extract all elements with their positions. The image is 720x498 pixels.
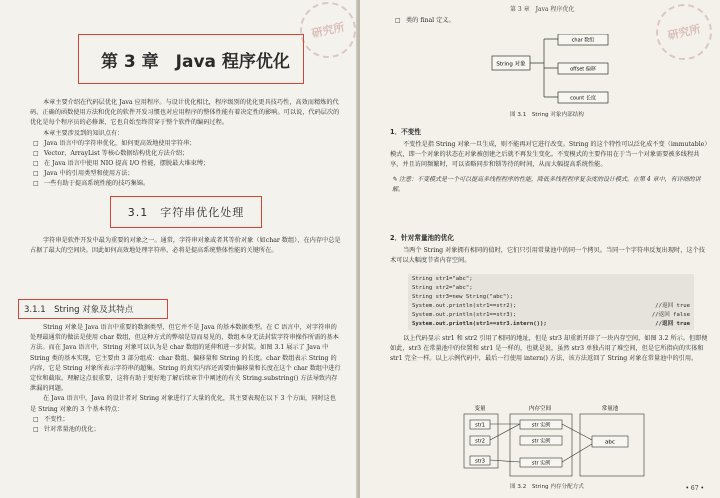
fig2-col-label: 常量池	[601, 406, 619, 412]
fig2-col-label: 变量	[474, 406, 486, 412]
explanation-section	[390, 334, 708, 365]
figure-caption: 图 3.1 String 对象内部结构	[510, 112, 584, 118]
topic-item: □ 在 Java 语言中使用 NIO 提高 I/O 性能，摆脱最大堆束缚；	[30, 159, 342, 169]
intro-paragraph: 本章主要介绍在代码层优化 Java 应用程序。与设计优化相比，程序级别的优化更具技巧性，高效而精炼的代码、正确的函数使用方法和优化的软件开发习惯也对应用程序的整体性能有着决定性的影响。可以说，代码层次的优化是每个程序员的必修课，它也自始至终贯穿于整个软件的编码过程。	[30, 99, 340, 127]
library-stamp: 研究所	[295, 0, 358, 63]
constant-pool-paragraph: 当两个 String 对象拥有相同的值时，它们只引用常量池中的同一个拷贝。当同一个字符串反复出现时，这个技术可以大幅度节省内存空间。	[390, 247, 705, 265]
code-line: System.out.println(str1==str3.intern()); //返回 true	[412, 321, 690, 327]
fig1-connectors	[530, 39, 558, 97]
code-line: System.out.println(str1==str2); //返回 true	[412, 303, 690, 309]
fig2-inst-label: str 实例	[531, 438, 551, 445]
code-line: String str1="abc";	[412, 276, 473, 282]
chapter-title: 第 3 章 Java 程序优化	[78, 34, 304, 84]
subsection-title: 3.1.1 String 对象及其特点	[18, 299, 168, 319]
fig1-center-label: String 对象	[496, 61, 526, 68]
topic-item: □ Vector、ArrayList 等核心数据结构优化方法介绍；	[30, 149, 342, 159]
feature-item: □ 针对常量池的优化；	[30, 425, 342, 435]
code-line: System.out.println(str1==str3); //返回 false	[412, 312, 690, 318]
chapter-intro	[30, 98, 342, 189]
code-line: String str2="abc";	[412, 285, 473, 291]
code-line: String str3=new String("abc");	[412, 294, 514, 300]
code-block	[408, 274, 694, 330]
body-paragraph: String 对象是 Java 语言中重要的数据类型，但它并不是 Java 的基本数据类型。在 C 语言中，对字符串的处理最通常的做法是使用 char 数组，但这种方式的弊端是显而易见的，数组本身无法封装字符串操作所需的基本方法。而在 Java 语言中，String 对象可以认为是 char 数组的延伸和进一步封装。如图 3.1 展示了 Java 中 String 类的基本实现，它主要由 3 部分组成：char 数组、偏移量和 String 的长度。char 数组表示 String 的内容，它是 String 对象所表示字符串的超集。String 的真实内容还需要由偏移量和长度在这个 char 数组中进行定位和截取。理解这点很重要，这将有助于更好地了解后续章节中阐述的有关 String.substring() 方法导致内存泄漏的问题。	[30, 324, 341, 393]
heading-immutability: 1．不变性	[390, 128, 421, 136]
section-title: 3.1 字符串优化处理	[110, 196, 262, 228]
fig2-pool-label: abc	[605, 439, 615, 446]
section-intro: 字符串是软件开发中最为重要的对象之一。通常，字符串对象或者其等价对象（如char 数组），在内存中总是占据了最大的空间块。因此如何高效地处理字符串，必将是提高系统整体性能的关键所在。	[30, 237, 341, 255]
left-page	[0, 0, 358, 498]
explanation-paragraph: 以上代码显示 str1 和 str2 引用了相同的地址，但是 str3 却重新开辟了一块内存空间，如图 3.2 所示。但即便如此，str3 在常量池中的位置和 str1 是一样的，也就是说，虽然 str3 单独占用了堆空间，但是它所指向的实体和 str1 完全一样。以上示例代码中，最后一行使用 intern() 方法，该方法返回了 String 对象在常量池中的引用。	[390, 335, 708, 363]
running-head: 第 3 章 Java 程序优化	[510, 6, 575, 13]
right-page	[360, 0, 720, 498]
body-paragraph: 在 Java 语言中，Java 的设计者对 String 对象进行了大量的优化，其主要表现在以下 3 个方面，同时这也是 String 对象的 3 个基本特点：	[30, 395, 336, 413]
fig2-var-label: str1	[475, 422, 485, 429]
note-icon: ✎	[392, 175, 398, 183]
topic-item: □ Java 中的引用类型和使用方法；	[30, 169, 342, 179]
subsection-body	[30, 323, 342, 435]
library-stamp: 研究所	[651, 0, 717, 65]
fig1-item-label: count 长度	[570, 95, 596, 102]
class-final-list	[392, 16, 642, 26]
fig2-col-label: 内存空间	[528, 406, 552, 412]
feature-item: □ 不变性；	[30, 415, 342, 425]
page-number: • 67 •	[685, 485, 704, 492]
immutability-paragraph: 不变性是指 String 对象一旦生成，则不能再对它进行改变。String 的这个特性可以泛化成不变（immutable）模式，即一个对象的状态在对象被创建之后就不再发生变化。不变模式的主要作用在于当一个对象需要被多线程共享，并且访问频繁时，可以省略同步和锁等待的时间，从而大幅提高系统性能。	[390, 141, 708, 169]
fig1-item-label: char 数组	[571, 37, 595, 44]
fig2-inst-label: str 实例	[531, 422, 551, 429]
fig2-var-label: str3	[475, 458, 485, 465]
immutability-section	[390, 126, 708, 195]
heading-constant-pool: 2．针对常量池的优化	[390, 234, 454, 242]
feature-list	[30, 415, 342, 435]
fig1-item-label: offset 偏移	[570, 66, 596, 73]
constant-pool-section	[390, 232, 708, 266]
fig2-var-label: str2	[475, 438, 485, 445]
topic-list	[30, 139, 342, 189]
final-item: □ 类的 final 定义。	[392, 16, 642, 26]
figure-memory-allocation	[460, 404, 660, 480]
figure-string-structure	[480, 34, 620, 120]
topic-item: □ 一些有助于提高系统性能的技巧集锦。	[30, 179, 342, 189]
note-block: ✎ 注意：不变模式是一个可以提高多线程程序的性能，降低多线程程序复杂度的设计模式。在第 4 章中，有详细的讲解。	[392, 175, 701, 193]
fig2-inst-label: str 实例	[531, 460, 551, 467]
intro-lead: 本章主要涉及到的知识点有：	[43, 129, 124, 137]
figure-caption: 图 3.2 String 内存分配方式	[510, 484, 584, 490]
topic-item: □ Java 语言中的字符串优化，如何更高效地使用字符串；	[30, 139, 342, 149]
